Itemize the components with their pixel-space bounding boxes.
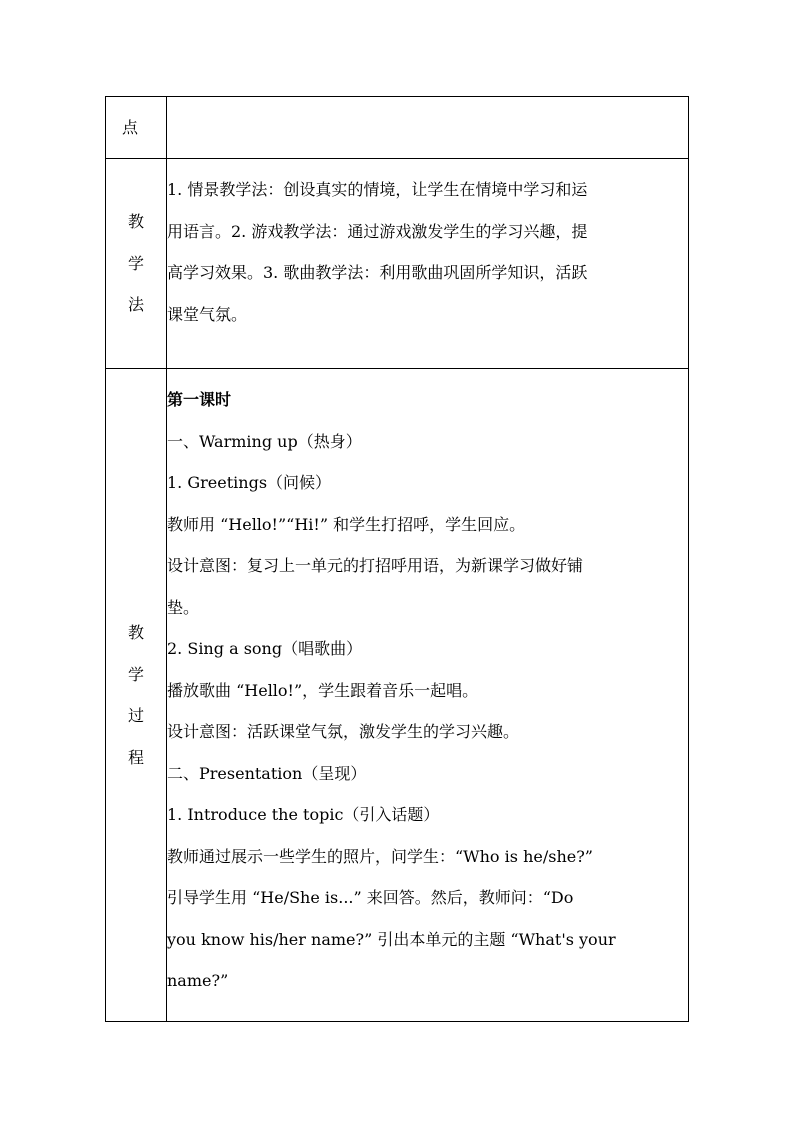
row-label-char: 教 [127,212,144,232]
row-label-char: 点 [122,117,139,137]
row-label-teaching-method [106,159,167,369]
step-heading: 2. Sing a song（唱歌曲） [167,639,363,658]
text-line: 教师用 “Hello!”“Hi!” 和学生打招呼，学生回应。 [167,514,526,534]
text-line: you know his/her name?” 引出本单元的主题 “What's your [167,929,616,949]
text-line: 设计意图：复习上一单元的打招呼用语，为新课学习做好铺 [167,556,584,575]
text-line: 高学习效果。3. 歌曲教学法：利用歌曲巩固所学知识，活跃 [167,263,588,282]
step-heading: 1. Introduce the topic（引入话题） [167,805,440,824]
text-line: 播放歌曲 “Hello!”，学生跟着音乐一起唱。 [167,680,479,700]
teaching-method-content [167,159,689,369]
lesson-plan-table [105,96,689,1022]
point-content-cell [167,97,689,159]
section-heading: 一、Warming up（热身） [167,431,362,451]
row-label-char: 过 [127,706,144,725]
text-line: 垫。 [167,597,200,617]
row-label-point [106,97,167,159]
row-label-char: 教 [127,623,144,642]
row-label-char: 学 [127,664,144,684]
text-line: 用语言。2. 游戏教学法：通过游戏激发学生的学习兴趣，提 [167,221,588,241]
row-label-teaching-process [106,369,167,1022]
table-row-point [106,97,689,159]
step-heading: 1. Greetings（问候） [167,473,332,492]
text-line: 引导学生用 “He/She is...” 来回答。然后，教师问：“Do [167,888,574,907]
text-line: 课堂气氛。 [167,304,248,324]
table-row-teaching-process [106,369,689,1022]
text-line: 1. 情景教学法：创设真实的情境，让学生在情境中学习和运 [167,180,588,199]
teaching-process-content [167,369,689,1022]
text-line: name?” [167,971,229,990]
row-label-char: 程 [127,747,144,767]
row-label-char: 法 [127,295,144,315]
section-heading: 二、Presentation（呈现） [167,763,367,783]
lesson-heading: 第一课时 [167,390,232,409]
row-label-char: 学 [127,253,144,273]
text-line: 教师通过展示一些学生的照片，问学生：“Who is he/she?” [167,846,593,866]
text-line: 设计意图：活跃课堂气氛，激发学生的学习兴趣。 [167,722,520,741]
table-row-teaching-method [106,159,689,369]
